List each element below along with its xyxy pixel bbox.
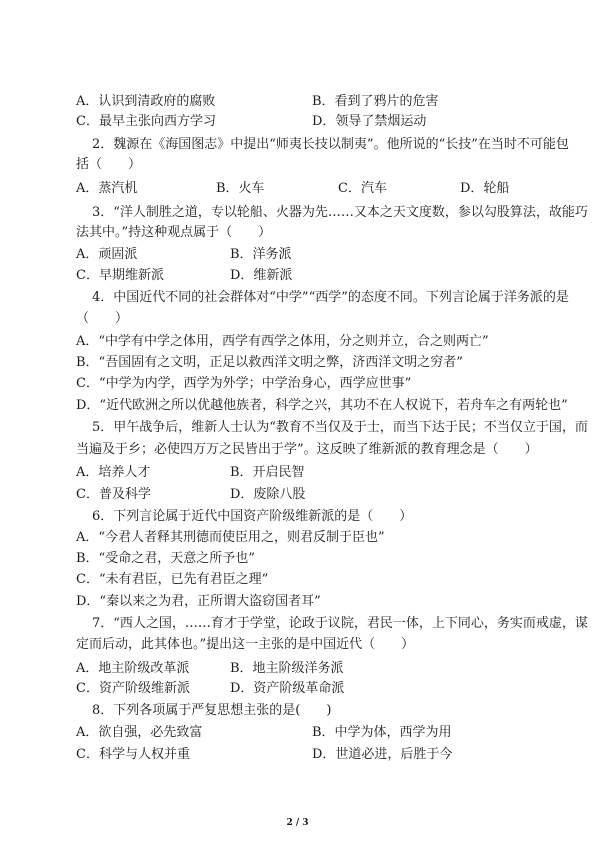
option-row	[0, 743, 595, 767]
text-line	[0, 568, 595, 592]
line-text: 定而后动，此其体也。”提出这一主张的是中国近代（ ）	[76, 636, 415, 652]
text-line	[0, 307, 595, 331]
option-text: A．认识到清政府的腐败	[76, 94, 216, 109]
line-text: 3．“洋人制胜之道，专以轮船、火器为先……又本之天文度数，参以勾股算法，故能巧	[92, 205, 588, 221]
line-text: A．“今君人者释其刑德而使臣用之，则君反制于臣也”	[76, 529, 385, 545]
option-text: C．普及科学	[76, 486, 151, 502]
option-text: D．轮船	[460, 181, 510, 197]
line-text: D．“近代欧洲之所以优越他族者，科学之兴，其功不在人权说下，若舟车之有两轮也”	[76, 397, 568, 413]
option-text: B．开启民智	[230, 465, 305, 481]
option-text: C．资产阶级维新派	[76, 681, 190, 697]
option-text: C．科学与人权并重	[76, 747, 190, 763]
text-line	[0, 221, 595, 245]
option-text: A．培养人才	[76, 465, 151, 481]
option-text: C．汽车	[338, 181, 387, 197]
line-text: 法其中。”持这种观点属于（ ）	[76, 224, 272, 240]
option-text: B．地主阶级洋务派	[230, 660, 344, 676]
line-text: 6．下列言论属于近代中国资产阶级维新派的是（ ）	[92, 509, 413, 525]
text-line	[0, 153, 595, 177]
option-text: D．资产阶级革命派	[230, 681, 345, 697]
option-text: A．蒸汽机	[76, 181, 138, 197]
text-line	[0, 547, 595, 571]
line-text: 4．中国近代不同的社会群体对“中学”“西学”的态度不同。下列言论属于洋务派的是	[92, 290, 569, 305]
option-text: C．早期维新派	[76, 267, 164, 283]
option-row	[0, 721, 595, 745]
option-text: A．欲自强，必先致富	[76, 724, 203, 740]
line-text: B．“吾国固有之文明，正足以救西洋文明之弊，济西洋文明之穷者”	[76, 355, 463, 371]
option-text: B．看到了鸦片的危害	[312, 94, 439, 109]
line-text: 7．“西人之国，……育才于学堂，论政于议院，君民一体，上下同心，务实而戒虚，谋	[92, 616, 588, 632]
text-line	[0, 372, 595, 396]
option-row	[0, 677, 595, 701]
text-line	[0, 416, 595, 440]
line-text: 括（ ）	[76, 157, 142, 173]
option-text: B．火车	[216, 181, 265, 197]
option-text: B．中学为体，西学为用	[312, 724, 452, 740]
option-row	[0, 461, 595, 485]
option-text: D．维新派	[230, 267, 293, 283]
text-line	[0, 394, 595, 418]
line-text: （ ）	[76, 310, 129, 326]
line-text: 5．甲午战争后，维新人士认为“教育不当仅及于士，而当下达于民；不当仅立于国，而	[92, 420, 588, 436]
text-line	[0, 633, 595, 657]
option-text: A．顽固派	[76, 247, 138, 263]
option-text: C．最早主张向西方学习	[76, 113, 216, 129]
option-row	[0, 264, 595, 288]
line-text: D．“秦以来之为君，正所谓大盗窃国者耳”	[76, 593, 321, 609]
text-line	[0, 590, 595, 614]
line-text: 当遍及于乡；必使四万万之民皆出于学”。这反映了维新派的教育理念是（ ）	[76, 442, 538, 458]
text-line	[0, 438, 595, 462]
text-line	[0, 330, 595, 354]
text-line	[0, 526, 595, 550]
option-row	[0, 483, 595, 507]
line-text: 8．下列各项属于严复思想主张的是( )	[92, 703, 332, 719]
page-number: 2 / 3	[286, 818, 309, 828]
line-text: C．“中学为内学，西学为外学；中学治身心，西学应世事”	[76, 375, 412, 391]
option-text: D．世道必进，后胜于今	[312, 747, 453, 763]
line-text: C．“未有君臣，已先有君臣之理”	[76, 572, 269, 588]
option-text: D．领导了禁烟运动	[312, 113, 427, 129]
option-text: D．废除八股	[230, 486, 306, 502]
option-row	[0, 177, 595, 201]
line-text: B．“受命之君，天意之所予也”	[76, 551, 255, 567]
option-row	[0, 110, 595, 134]
option-text: A．地主阶级改革派	[76, 660, 190, 676]
text-line	[0, 699, 595, 723]
line-text: A．“中学有中学之体用，西学有西学之体用，分之则并立，合之则两亡”	[76, 333, 489, 349]
option-text: B．洋务派	[230, 247, 292, 263]
line-text: 2．魏源在《海国图志》中提出“师夷长技以制夷”。他所说的“长技”在当时不可能包	[92, 136, 569, 152]
